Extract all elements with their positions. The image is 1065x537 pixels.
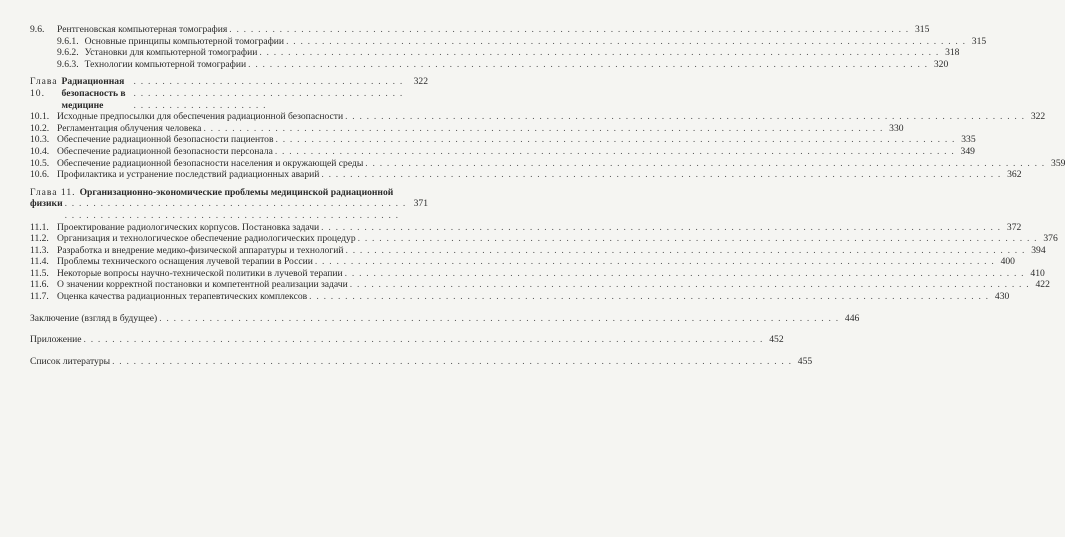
entry-page: 362 [1007, 169, 1022, 181]
toc-entry [30, 145, 975, 158]
dot-leader [315, 256, 995, 268]
toc-entry [30, 122, 904, 135]
entry-title: Рентгеновская компьютерная томография [57, 24, 228, 35]
entry-page: 335 [961, 134, 976, 146]
entry-page: 318 [945, 47, 960, 59]
chapter-heading-line [30, 198, 428, 221]
dot-leader [259, 47, 939, 59]
entry-page: 400 [1000, 256, 1015, 268]
dot-leader [275, 146, 955, 158]
entry-title: Обеспечение радиационной безопасности пациентов [57, 134, 274, 146]
dot-leader [350, 279, 1030, 291]
dot-leader [134, 76, 408, 111]
entry-title: Приложение [30, 334, 82, 346]
dot-leader [345, 111, 1025, 123]
toc-entry [30, 279, 1050, 291]
dot-leader [112, 356, 792, 368]
entry-title: Разработка и внедрение медико-физической аппаратуры и технологий [57, 244, 344, 256]
toc-entry [30, 134, 976, 146]
entry-title: О значении корректной постановки и компетентной реализации задачи [57, 279, 348, 291]
chapter-heading [30, 187, 428, 222]
dot-leader [248, 59, 928, 71]
chapter-title: Радиационная безопасность в медицине [61, 76, 126, 111]
toc-entry-appendix [30, 334, 784, 346]
chapter-title-continued: физики [30, 198, 63, 210]
entry-number: 11.5. [30, 267, 49, 279]
toc-subentry [30, 47, 960, 59]
entry-number: 11.7. [30, 291, 49, 303]
chapter-label: Глава 11. [30, 186, 76, 198]
chapter-heading [30, 76, 428, 111]
toc-entry [30, 169, 1022, 181]
dot-leader [276, 134, 956, 146]
chapter-title: Организационно-экономические проблемы медицинской радиационной [79, 186, 394, 198]
entry-page: 455 [797, 355, 813, 367]
entry-number: 9.6.2. [57, 47, 79, 59]
entry-number: 10.2. [30, 122, 50, 134]
chapter-page: 371 [413, 198, 428, 210]
toc-entry [30, 233, 1058, 245]
entry-page: 315 [915, 24, 930, 35]
entry-number: 9.6.3. [57, 58, 79, 70]
entry-title: Обеспечение радиационной безопасности населения и окружающей среды [57, 157, 364, 169]
chapter-page: 322 [413, 76, 428, 88]
entry-number: 11.1. [30, 221, 49, 233]
entry-title: Список литературы [30, 355, 111, 367]
entry-page: 372 [1006, 221, 1022, 233]
toc-entry [30, 244, 1046, 257]
entry-page: 322 [1030, 111, 1046, 123]
dot-leader [309, 291, 989, 303]
entry-title: Некоторые вопросы научно-технической политики в лучевой терапии [57, 267, 343, 279]
dot-leader [345, 268, 1025, 280]
entry-page: 394 [1031, 244, 1046, 256]
toc-entry [30, 267, 1045, 280]
entry-page: 422 [1035, 279, 1050, 291]
toc-subentry [30, 58, 949, 71]
dot-leader [321, 169, 1001, 181]
entry-page: 315 [971, 35, 987, 47]
toc-entry [30, 157, 1065, 170]
entry-number: 10.6. [30, 169, 50, 181]
entry-number: 10.5. [30, 157, 50, 169]
dot-leader [358, 233, 1038, 245]
toc-entry [30, 111, 1046, 123]
entry-number: 10.4. [30, 145, 50, 157]
entry-page: 376 [1043, 233, 1058, 245]
toc-entry-conclusion [30, 312, 860, 325]
entry-number: 10.1. [30, 111, 50, 123]
dot-leader [159, 313, 839, 325]
entry-page: 320 [933, 58, 949, 70]
toc-entry [30, 291, 1010, 303]
entry-page: 359 [1051, 157, 1065, 169]
entry-title: Проектирование радиологических корпусов. Постановка задачи [57, 221, 320, 233]
table-of-contents [30, 24, 1065, 367]
toc-entry [30, 221, 1022, 234]
dot-leader [346, 245, 1026, 257]
entry-page: 452 [769, 334, 784, 346]
entry-title: Установки для компьютерной томографии [84, 47, 258, 59]
dot-leader [365, 158, 1045, 170]
entry-title: Исходные предпосылки для обеспечения радиационной безопасности [57, 111, 344, 123]
chapter-heading-line [30, 187, 428, 199]
entry-page: 446 [844, 312, 860, 324]
dot-leader [65, 198, 408, 221]
entry-title: Организация и технологическое обеспечение радиологических процедур [57, 233, 356, 245]
dot-leader [321, 222, 1001, 234]
entry-number: 10.3. [30, 134, 50, 146]
dot-leader [84, 334, 764, 346]
dot-leader [229, 24, 909, 36]
entry-title: Регламентация облучения человека [57, 122, 202, 134]
toc-entry [30, 256, 1015, 268]
dot-leader [286, 36, 966, 48]
entry-title: Заключение (взгляд в будущее) [30, 312, 158, 324]
entry-page: 330 [889, 122, 904, 134]
entry-title: Проблемы технического оснащения лучевой терапии в России [57, 256, 313, 268]
entry-title: Обеспечение радиационной безопасности персонала [57, 145, 273, 157]
entry-page: 349 [960, 145, 975, 157]
entry-page: 430 [994, 291, 1010, 303]
chapter-label: Глава 10. [30, 76, 58, 99]
entry-number: 11.4. [30, 256, 49, 268]
entry-title: Технологии компьютерной томографии [84, 58, 247, 70]
entry-number: 11.3. [30, 244, 49, 256]
entry-title: Профилактика и устранение последствий радиационных аварий [57, 169, 320, 181]
dot-leader [203, 123, 883, 135]
entry-number: 9.6.1. [57, 35, 79, 47]
toc-subentry [30, 35, 987, 48]
entry-number: 9.6. [30, 24, 45, 35]
entry-number: 11.2. [30, 233, 49, 245]
toc-entry-references [30, 355, 813, 368]
entry-number: 11.6. [30, 279, 49, 291]
entry-title: Основные принципы компьютерной томографии [84, 35, 285, 47]
entry-title: Оценка качества радиационных терапевтических комплексов [57, 291, 308, 303]
toc-entry [30, 24, 930, 36]
entry-page: 410 [1030, 267, 1045, 279]
